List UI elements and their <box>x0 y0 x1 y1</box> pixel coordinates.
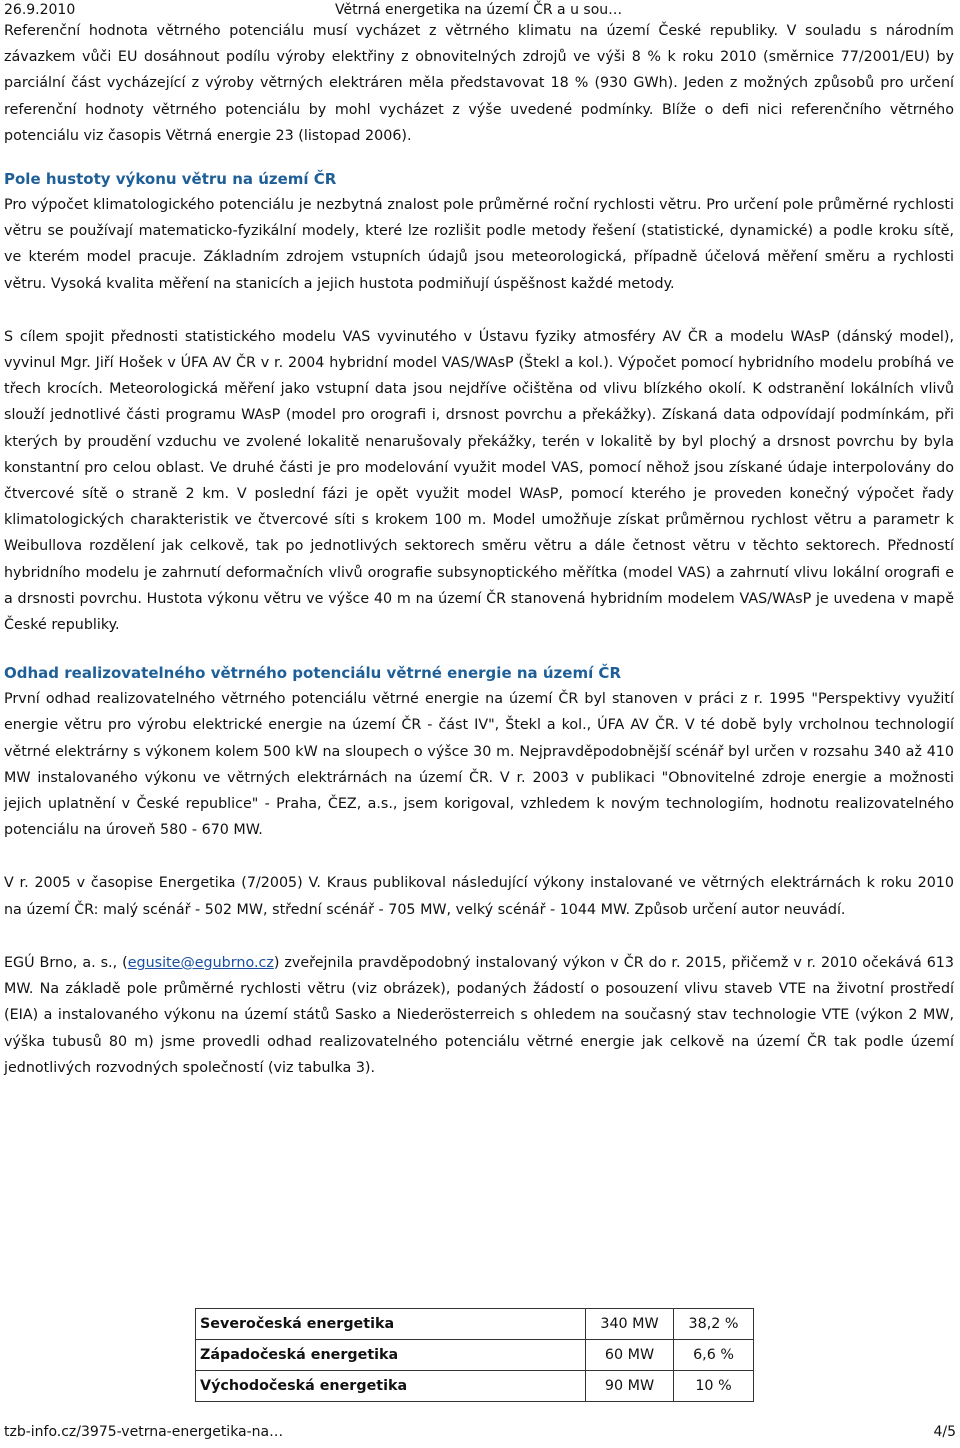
section2-paragraph-1: První odhad realizovatelného větrného potenciálu větrné energie na území ČR byl stanoven v práci z r. 1995 "Perspektivy využití energie větru pro výrobu elektrické energie na území ČR - část IV", Štekl a kol., ÚFA AV ČR. V té době byly vrcholnou technologií větrné elektrárny s výkonem kolem 500 kW na sloupech o výšce 30 m. Nejpravděpodobnější scénář byl určen v rozsahu 340 až 410 MW instalovaného výkonu ve větrných elektrárnách na území ČR. V r. 2003 v publikaci "Obnovitelné zdroje energie a možnosti jejich uplatnění v České republice" - Praha, ČEZ, a.s., jsem korigoval, vzhledem k novým technologiím, hodnotu realizovatelného potenciálu na úroveň 580 - 670 MW. <box>4 691 954 839</box>
table-cell-power: 90 MW <box>586 1371 674 1402</box>
section-heading-wind-power-density: Pole hustoty výkonu větru na území ČR <box>4 170 337 189</box>
print-title: Větrná energetika na území ČR a u sou… <box>335 2 623 18</box>
egu-email-link[interactable]: egusite@egubrno.cz <box>127 954 274 971</box>
table-cell-share: 38,2 % <box>674 1309 754 1340</box>
table-cell-power: 60 MW <box>586 1340 674 1371</box>
print-url: tzb-info.cz/3975-vetrna-energetika-na… <box>4 1424 284 1440</box>
section-heading-realizable-potential: Odhad realizovatelného větrného potenciálu větrné energie na území ČR <box>4 664 621 683</box>
table-cell-share: 6,6 % <box>674 1340 754 1371</box>
article-content <box>4 18 954 1081</box>
section1-paragraph-1: Pro výpočet klimatologického potenciálu je nezbytná znalost pole průměrné roční rychlosti větru. Pro určení pole průměrné rychlosti větru se používají matematicko-fyzikální modely, které lze rozlišit podle metody řešení (statistické, dynamické) a podle kroku sítě, ve kterém model pracuje. Základním zdrojem vstupních údajů jsou meteorologická, případně účelová měření směru a rychlosti větru. Vysoká kvalita měření na stanicích a jejich hustota podmiňují úspěšnost každé metody. <box>4 197 954 292</box>
table-cell-company: Severočeská energetika <box>196 1309 586 1340</box>
table-cell-company: Východočeská energetika <box>196 1371 586 1402</box>
egu-text-start: EGÚ Brno, a. s., ( <box>4 954 128 971</box>
section2-paragraph-2: V r. 2005 v časopise Energetika (7/2005) V. Kraus publikoval následující výkony instalované ve větrných elektrárnách k roku 2010 na území ČR: malý scénář - 502 MW, střední scénář - 705 MW, velký scénář - 1044 MW. Způsob určení autor neuvádí. <box>4 875 954 918</box>
table-row <box>196 1371 754 1402</box>
page-number: 4/5 <box>933 1424 956 1440</box>
intro-paragraph: Referenční hodnota větrného potenciálu musí vycházet z větrného klimatu na území České republiky. V souladu s národním závazkem vůči EU dosáhnout podílu výroby elektřiny z obnovitelných zdrojů ve výši 8 % k roku 2010 (směrnice 77/2001/EU) by parciální část vycházející z výroby větrných elektráren měla představovat 18 % (930 GWh). Jeden z možných způsobů pro určení referenční hodnoty větrného potenciálu by mohl vycházet z výše uvedené podmínky. Blíže o defi nici referenčního větrného potenciálu viz časopis Větrná energie 23 (listopad 2006). <box>4 23 954 144</box>
table-cell-power: 340 MW <box>586 1309 674 1340</box>
egu-text-rest: ) zveřejnila pravděpodobný instalovaný výkon v ČR do r. 2015, přičemž v r. 2010 očekává 613 MW. Na základě pole průměrné rychlosti větru (viz obrázek), podaných žádostí o posouzení vlivu staveb VTE na životní prostředí (EIA) a instalovaného výkonu na území států Sasko a Niederösterreich s ohledem na současný stav technologie VTE (výkon 2 MW, výška tubusů 80 m) jsme provedli odhad realizovatelného potenciálu větrné energie jak celkově na území ČR tak podle území jednotlivých rozvodných společností (viz tabulka 3). <box>4 954 954 1076</box>
table-cell-share: 10 % <box>674 1371 754 1402</box>
print-date: 26.9.2010 <box>4 2 76 18</box>
section1-paragraph-2: S cílem spojit přednosti statistického modelu VAS vyvinutého v Ústavu fyziky atmosféry AV ČR a modelu WAsP (dánský model), vyvinul Mgr. Jiří Hošek v ÚFA AV ČR v r. 2004 hybridní model VAS/WAsP (Štekl a kol.). Výpočet pomocí hybridního modelu probíhá ve třech krocích. Meteorologická měření jako vstupní data jsou nejdříve očištěna od vlivu blízkého okolí. K odstranění lokálních vlivů slouží jednotlivé části programu WAsP (model pro orografi i, drsnost povrchu a překážky). Získaná data odpovídají podmínkám, při kterých by proudění vzduchu ve zvolené lokalitě nenarušovaly překážky, terén v lokalitě by byl plochý a drsnost povrchu by byla konstantní pro celou oblast. Ve druhé části je pro modelování využit model VAS, pomocí něhož jsou získané údaje interpolovány do čtvercové sítě o straně 2 km. V poslední fázi je opět využit model WAsP, pomocí kterého je proveden konečný výpočet řady klimatologických charakteristik ve čtvercové síti s krokem 100 m. Model umožňuje získat průměrnou rychlost větru a parametr k Weibullova rozdělení jak celkově, tak po jednotlivých sektorech směru větru a dále četnost větru v těchto sektorech. Předností hybridního modelu je zahrnutí deformačních vlivů orografie subsynoptického měřítka (model VAS) a zahrnutí vlivu lokální orografi e a drsnosti povrchu. Hustota výkonu větru ve výšce 40 m na území ČR stanovená hybridním modelem VAS/WAsP je uvedena v mapě České republiky. <box>4 328 954 634</box>
table-row <box>196 1309 754 1340</box>
table-cell-company: Západočeská energetika <box>196 1340 586 1371</box>
regional-potential-table <box>195 1308 754 1402</box>
print-footer <box>4 1424 956 1444</box>
table-row <box>196 1340 754 1371</box>
section2-paragraph-3 <box>4 950 954 1081</box>
print-header <box>4 1 956 19</box>
